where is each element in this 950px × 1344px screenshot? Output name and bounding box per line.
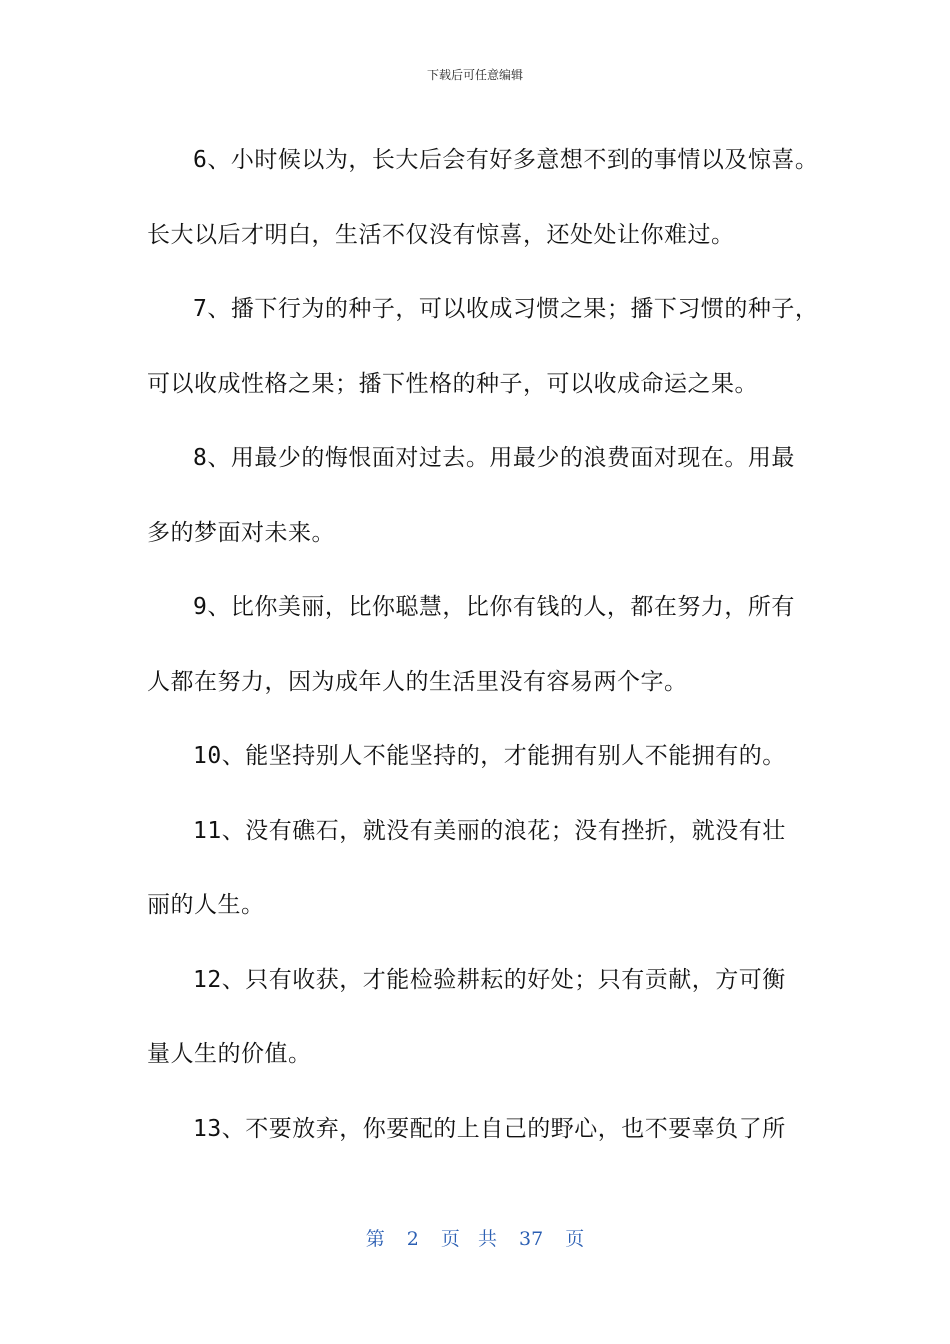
paragraph-8 (147, 421, 822, 570)
footer-total-word: 共 (477, 1228, 497, 1250)
paragraph-line: 长大以后才明白，生活不仅没有惊喜，还处处让你难过。 (147, 221, 735, 248)
paragraph-line: 多的梦面对未来。 (147, 519, 335, 546)
paragraph-13 (147, 1092, 822, 1167)
paragraph-7 (147, 272, 822, 421)
header-note: 下载后可任意编辑 (426, 68, 523, 82)
paragraph-line: 量人生的价值。 (147, 1041, 312, 1067)
paragraph-line: 人都在努力，因为成年人的生活里没有容易两个字。 (147, 668, 688, 695)
footer-prefix: 第 (365, 1228, 385, 1250)
paragraph-12 (147, 943, 822, 1092)
paragraph-line: 9、比你美丽，比你聪慧，比你有钱的人，都在努力，所有 (193, 594, 795, 620)
paragraph-9 (147, 570, 822, 719)
page-footer (0, 1224, 950, 1251)
footer-middle: 页 (440, 1228, 460, 1250)
footer-current-page: 2 (406, 1228, 419, 1250)
paragraph-line: 丽的人生。 (147, 892, 265, 918)
paragraph-line: 6、小时候以为，长大后会有好多意想不到的事情以及惊喜。 (193, 147, 819, 173)
footer-suffix: 页 (565, 1228, 585, 1250)
paragraph-line: 13、不要放弃，你要配的上自己的野心，也不要辜负了所 (193, 1115, 786, 1142)
paragraph-11 (147, 794, 822, 943)
paragraph-line: 8、用最少的悔恨面对过去。用最少的浪费面对现在。用最 (193, 445, 795, 471)
paragraph-line: 可以收成性格之果；播下性格的种子，可以收成命运之果。 (147, 370, 758, 397)
footer-total-pages: 37 (519, 1228, 544, 1250)
paragraph-line: 7、播下行为的种子，可以收成习惯之果；播下习惯的种子， (193, 296, 819, 322)
document-body (147, 123, 822, 1166)
paragraph-6 (147, 123, 822, 272)
paragraph-line: 11、没有礁石，就没有美丽的浪花；没有挫折，就没有壮 (193, 817, 786, 844)
paragraph-10 (147, 719, 822, 794)
paragraph-line: 10、能坚持别人不能坚持的，才能拥有别人不能拥有的。 (193, 743, 786, 769)
paragraph-line: 12、只有收获，才能检验耕耘的好处；只有贡献，方可衡 (193, 966, 786, 993)
